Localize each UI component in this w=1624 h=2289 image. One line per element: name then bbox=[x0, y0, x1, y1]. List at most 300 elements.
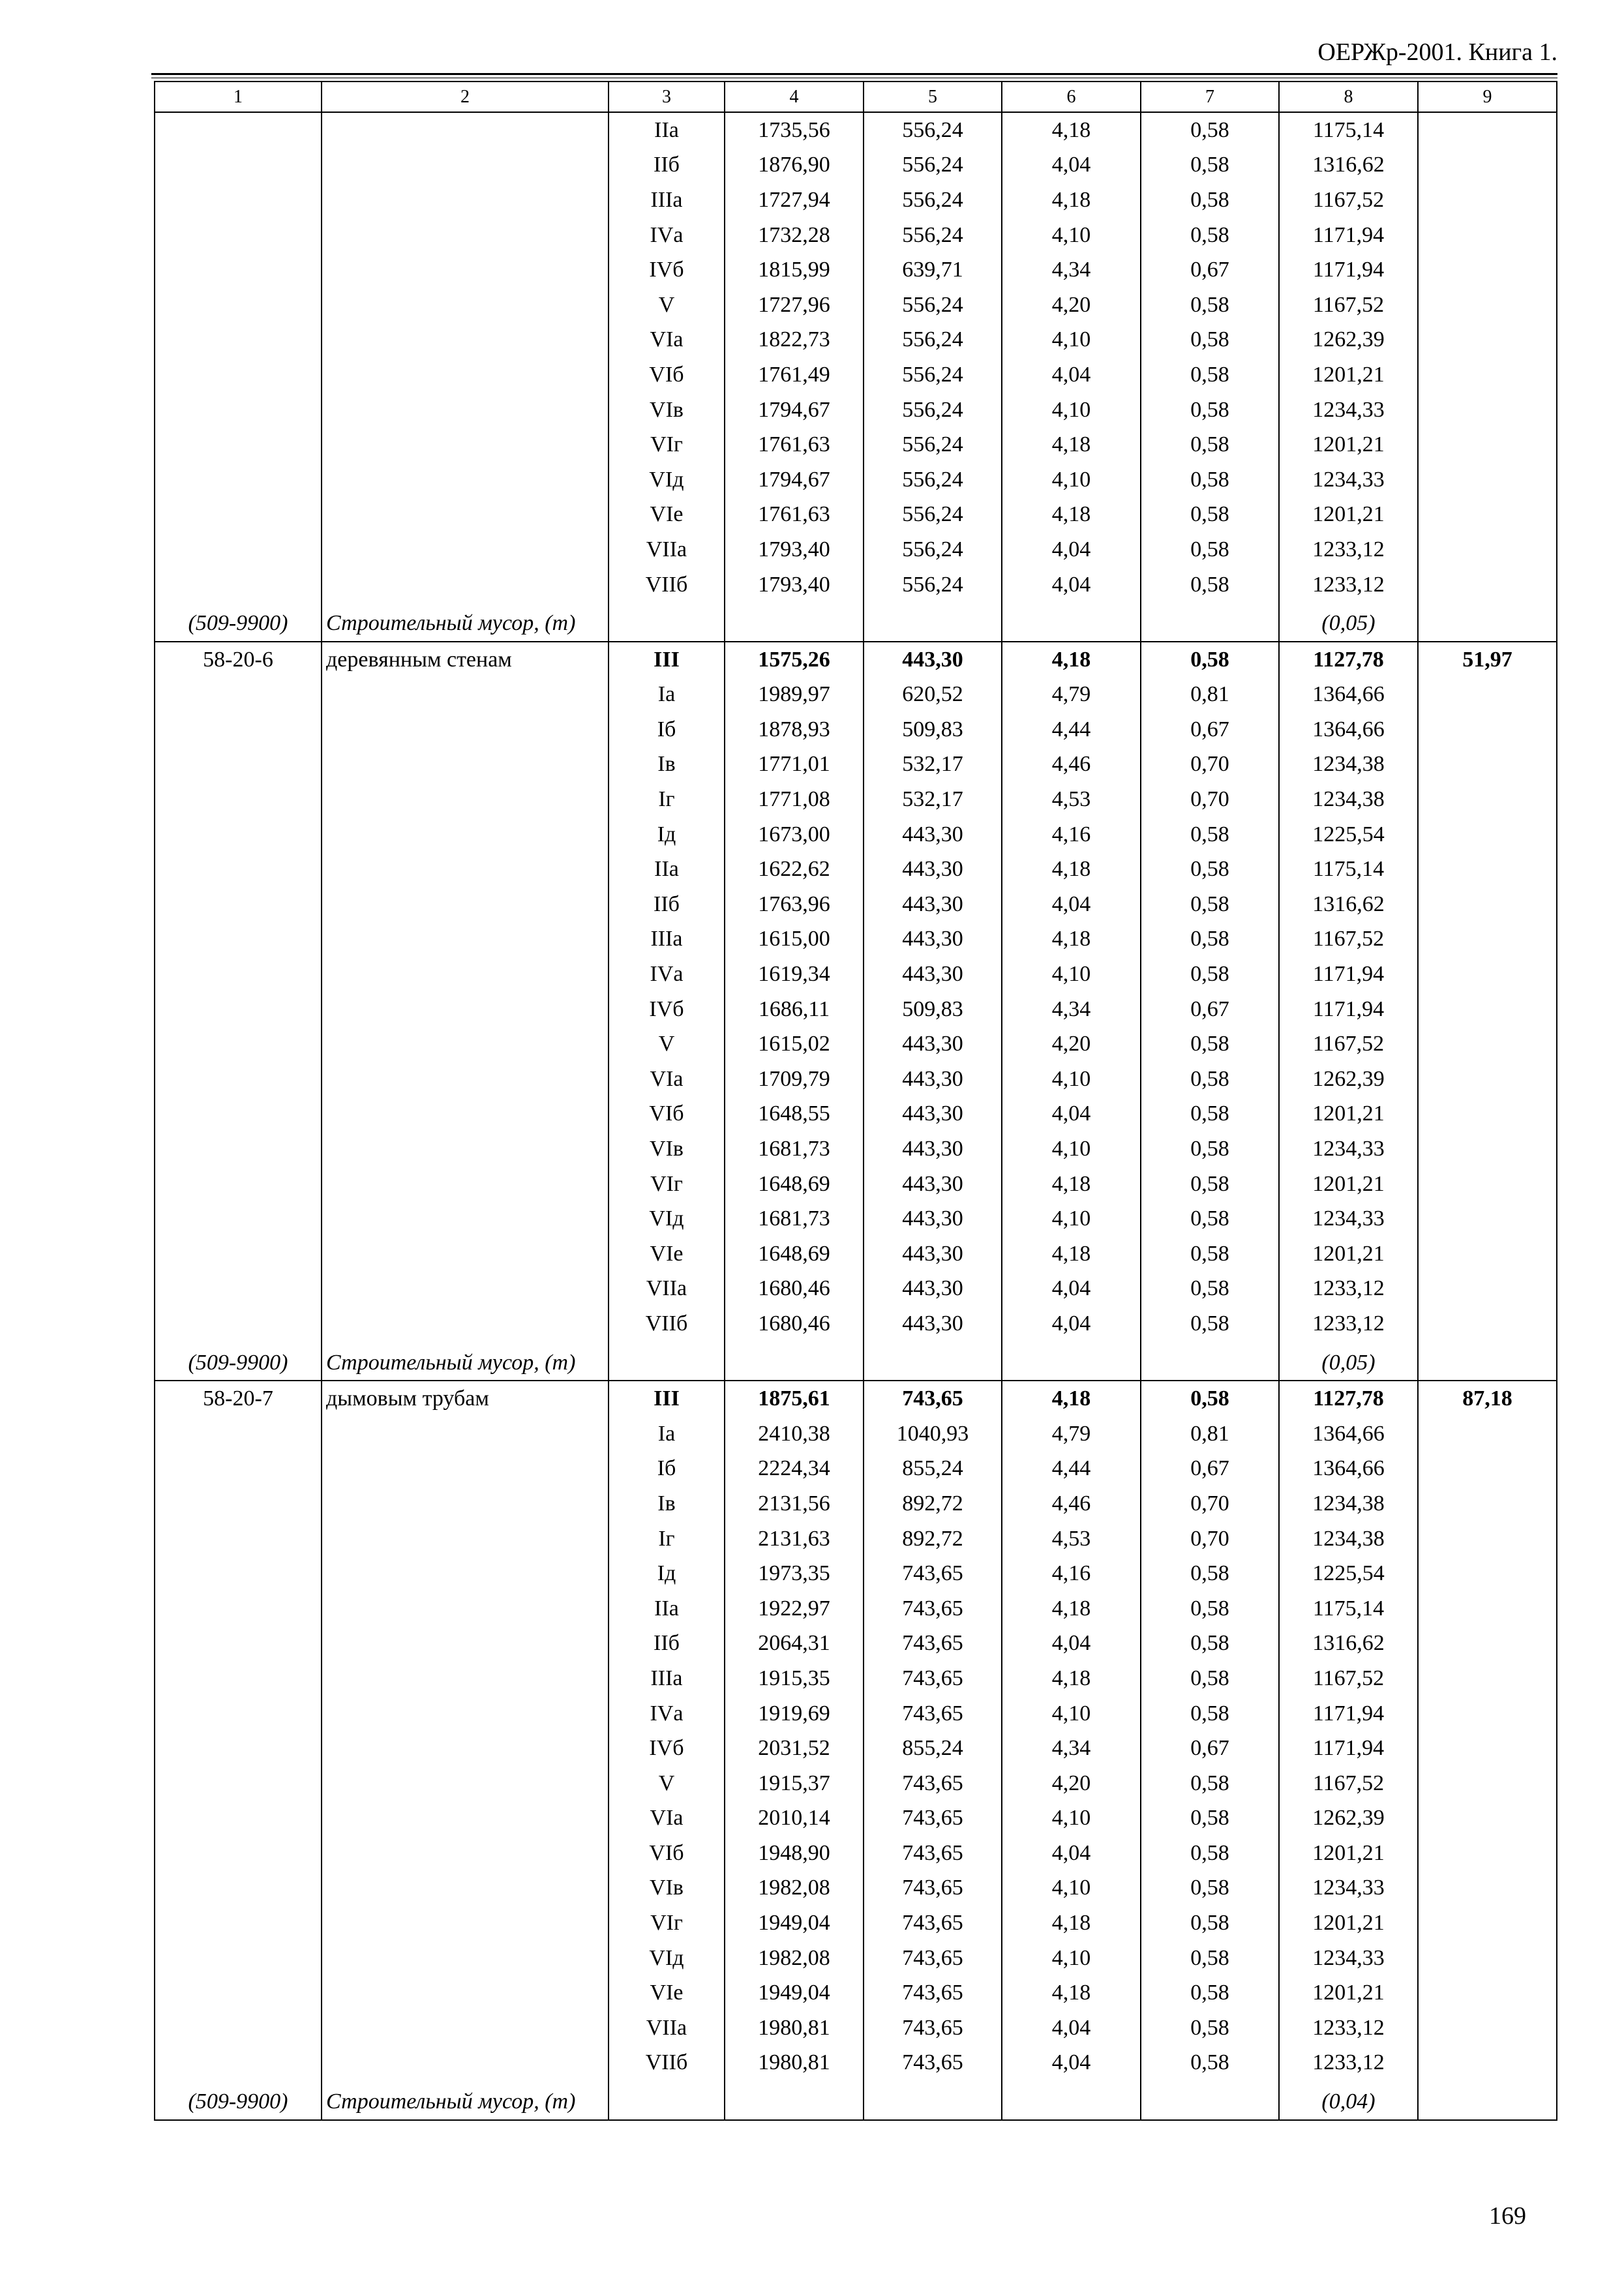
cell-value: 1763,96 bbox=[725, 887, 864, 922]
cell-code bbox=[155, 1131, 322, 1167]
cell-value: 0,58 bbox=[1141, 1167, 1279, 1202]
cell-empty bbox=[864, 2080, 1002, 2120]
cell-value: 1234,38 bbox=[1279, 747, 1418, 783]
cell-value: 743,65 bbox=[864, 1941, 1002, 1976]
cell-name bbox=[322, 957, 609, 992]
cell-col9 bbox=[1418, 1131, 1557, 1167]
cell-value: 4,46 bbox=[1002, 747, 1141, 783]
cell-value: 1771,08 bbox=[725, 782, 864, 817]
cell-name bbox=[322, 1097, 609, 1132]
cell-col9 bbox=[1418, 747, 1557, 783]
cell-value: 4,04 bbox=[1002, 887, 1141, 922]
cell-region: Iа bbox=[609, 1416, 725, 1452]
cell-value: 1201,21 bbox=[1279, 1236, 1418, 1272]
cell-region: IVб bbox=[609, 1731, 725, 1766]
cell-region: VIIа bbox=[609, 1272, 725, 1307]
cell-value: 1648,55 bbox=[725, 1097, 864, 1132]
cell-value: 0,58 bbox=[1141, 1975, 1279, 2011]
cell-value: 0,81 bbox=[1141, 1416, 1279, 1452]
cell-value: 0,67 bbox=[1141, 1452, 1279, 1487]
cell-value: 1793,40 bbox=[725, 532, 864, 567]
cell-col9 bbox=[1418, 887, 1557, 922]
table-row bbox=[155, 1416, 1557, 1452]
cell-region: VIг bbox=[609, 1906, 725, 1941]
cell-value: 0,81 bbox=[1141, 678, 1279, 713]
cell-name bbox=[322, 992, 609, 1027]
cell-value: 443,30 bbox=[864, 1062, 1002, 1097]
table-row bbox=[155, 782, 1557, 817]
table-body bbox=[155, 82, 1557, 2120]
cell-value: 0,58 bbox=[1141, 218, 1279, 253]
cell-name bbox=[322, 1556, 609, 1591]
cell-value: 556,24 bbox=[864, 148, 1002, 183]
cell-value: 1201,21 bbox=[1279, 427, 1418, 462]
cell-name bbox=[322, 462, 609, 498]
cell-region: VIд bbox=[609, 1941, 725, 1976]
cell-value: 0,58 bbox=[1141, 532, 1279, 567]
cell-value: 2131,56 bbox=[725, 1486, 864, 1521]
cell-region: IVб bbox=[609, 992, 725, 1027]
cell-value: 0,70 bbox=[1141, 747, 1279, 783]
column-number: 1 bbox=[155, 82, 322, 112]
cell-value: 4,10 bbox=[1002, 1941, 1141, 1976]
table-row bbox=[155, 1626, 1557, 1662]
cell-col9 bbox=[1418, 1486, 1557, 1521]
cell-value: 509,83 bbox=[864, 992, 1002, 1027]
cell-value: 4,04 bbox=[1002, 148, 1141, 183]
cell-empty bbox=[1002, 1341, 1141, 1381]
cell-value: 0,58 bbox=[1141, 288, 1279, 323]
cell-name bbox=[322, 1131, 609, 1167]
cell-region: VIа bbox=[609, 1062, 725, 1097]
cell-value: 0,58 bbox=[1141, 922, 1279, 957]
cell-note-value: (0,05) bbox=[1279, 602, 1418, 642]
cell-value: 4,53 bbox=[1002, 782, 1141, 817]
cell-region: V bbox=[609, 288, 725, 323]
column-number: 3 bbox=[609, 82, 725, 112]
cell-value: 1919,69 bbox=[725, 1696, 864, 1731]
cell-value: 0,58 bbox=[1141, 1626, 1279, 1662]
cell-region: IVб bbox=[609, 252, 725, 288]
cell-value: 0,67 bbox=[1141, 1731, 1279, 1766]
cell-region: VIд bbox=[609, 1201, 725, 1236]
table-row bbox=[155, 1452, 1557, 1487]
cell-col9 bbox=[1418, 712, 1557, 747]
cell-value: 1878,93 bbox=[725, 712, 864, 747]
column-number: 8 bbox=[1279, 82, 1418, 112]
table-row bbox=[155, 1906, 1557, 1941]
cell-name bbox=[322, 782, 609, 817]
cell-code bbox=[155, 747, 322, 783]
cell-value: 556,24 bbox=[864, 357, 1002, 393]
cell-value: 1167,52 bbox=[1279, 288, 1418, 323]
cell-region: V bbox=[609, 1026, 725, 1062]
table-row bbox=[155, 1486, 1557, 1521]
cell-col9: 87,18 bbox=[1418, 1381, 1557, 1416]
cell-value: 4,10 bbox=[1002, 1696, 1141, 1731]
cell-name bbox=[322, 218, 609, 253]
table-row bbox=[155, 2080, 1557, 2120]
cell-value: 2224,34 bbox=[725, 1452, 864, 1487]
cell-value: 4,18 bbox=[1002, 1906, 1141, 1941]
cell-empty bbox=[725, 602, 864, 642]
table-row bbox=[155, 1272, 1557, 1307]
cell-value: 1234,38 bbox=[1279, 1521, 1418, 1557]
cell-note-value: (0,04) bbox=[1279, 2080, 1418, 2120]
cell-value: 4,04 bbox=[1002, 2011, 1141, 2046]
cell-value: 892,72 bbox=[864, 1486, 1002, 1521]
table-row bbox=[155, 218, 1557, 253]
cell-region: Iв bbox=[609, 1486, 725, 1521]
cell-code bbox=[155, 1975, 322, 2011]
cell-value: 1234,33 bbox=[1279, 1871, 1418, 1906]
column-number: 5 bbox=[864, 82, 1002, 112]
cell-region: Iа bbox=[609, 678, 725, 713]
cell-value: 443,30 bbox=[864, 887, 1002, 922]
table-row bbox=[155, 393, 1557, 428]
cell-value: 4,79 bbox=[1002, 1416, 1141, 1452]
cell-value: 1225,54 bbox=[1279, 1556, 1418, 1591]
cell-empty bbox=[1418, 2080, 1557, 2120]
cell-value: 1915,37 bbox=[725, 1766, 864, 1801]
cell-region: VIе bbox=[609, 498, 725, 533]
cell-name bbox=[322, 1661, 609, 1696]
cell-region: VIг bbox=[609, 1167, 725, 1202]
cell-value: 556,24 bbox=[864, 427, 1002, 462]
cell-value: 0,58 bbox=[1141, 957, 1279, 992]
cell-code bbox=[155, 817, 322, 852]
cell-value: 4,10 bbox=[1002, 1201, 1141, 1236]
cell-value: 1167,52 bbox=[1279, 1661, 1418, 1696]
cell-name bbox=[322, 393, 609, 428]
cell-code bbox=[155, 323, 322, 358]
cell-region: Iб bbox=[609, 1452, 725, 1487]
cell-code bbox=[155, 1452, 322, 1487]
cell-col9: 51,97 bbox=[1418, 642, 1557, 678]
table-row bbox=[155, 1731, 1557, 1766]
cell-col9 bbox=[1418, 1236, 1557, 1272]
cell-empty bbox=[725, 1341, 864, 1381]
cell-value: 0,58 bbox=[1141, 1306, 1279, 1341]
table-row bbox=[155, 678, 1557, 713]
cell-value: 556,24 bbox=[864, 532, 1002, 567]
cell-name bbox=[322, 498, 609, 533]
cell-value: 1794,67 bbox=[725, 462, 864, 498]
cell-empty bbox=[1141, 2080, 1279, 2120]
cell-col9 bbox=[1418, 252, 1557, 288]
cell-value: 4,10 bbox=[1002, 1871, 1141, 1906]
cell-region: IVа bbox=[609, 957, 725, 992]
cell-region: VIе bbox=[609, 1975, 725, 2011]
cell-value: 743,65 bbox=[864, 1591, 1002, 1626]
cell-value: 443,30 bbox=[864, 922, 1002, 957]
cell-name bbox=[322, 1236, 609, 1272]
cell-value: 743,65 bbox=[864, 1801, 1002, 1836]
cell-code bbox=[155, 1272, 322, 1307]
table-row bbox=[155, 642, 1557, 678]
cell-empty bbox=[864, 602, 1002, 642]
cell-value: 743,65 bbox=[864, 1661, 1002, 1696]
cell-value: 556,24 bbox=[864, 323, 1002, 358]
cell-value: 1982,08 bbox=[725, 1871, 864, 1906]
cell-col9 bbox=[1418, 1062, 1557, 1097]
cell-region: Iд bbox=[609, 1556, 725, 1591]
cell-value: 0,58 bbox=[1141, 323, 1279, 358]
cell-value: 1980,81 bbox=[725, 2011, 864, 2046]
table-row bbox=[155, 712, 1557, 747]
cell-value: 0,58 bbox=[1141, 1836, 1279, 1871]
cell-region: VIб bbox=[609, 357, 725, 393]
cell-value: 1201,21 bbox=[1279, 1906, 1418, 1941]
cell-region: Iв bbox=[609, 747, 725, 783]
cell-value: 4,10 bbox=[1002, 323, 1141, 358]
cell-value: 4,04 bbox=[1002, 1097, 1141, 1132]
cell-col9 bbox=[1418, 1766, 1557, 1801]
header-rule-thick bbox=[151, 73, 1557, 75]
cell-value: 0,58 bbox=[1141, 1062, 1279, 1097]
cell-value: 1364,66 bbox=[1279, 712, 1418, 747]
cell-value: 1989,97 bbox=[725, 678, 864, 713]
cell-value: 1233,12 bbox=[1279, 2011, 1418, 2046]
cell-value: 2064,31 bbox=[725, 1626, 864, 1662]
cell-value: 4,10 bbox=[1002, 957, 1141, 992]
cell-code bbox=[155, 2046, 322, 2081]
cell-value: 4,34 bbox=[1002, 252, 1141, 288]
cell-value: 4,18 bbox=[1002, 498, 1141, 533]
cell-note-code: (509-9900) bbox=[155, 1341, 322, 1381]
cell-name bbox=[322, 1941, 609, 1976]
cell-col9 bbox=[1418, 218, 1557, 253]
cell-col9 bbox=[1418, 427, 1557, 462]
cell-value: 1201,21 bbox=[1279, 1836, 1418, 1871]
cell-value: 1175,14 bbox=[1279, 1591, 1418, 1626]
cell-value: 443,30 bbox=[864, 642, 1002, 678]
cell-value: 4,18 bbox=[1002, 427, 1141, 462]
table-row bbox=[155, 1766, 1557, 1801]
cell-value: 1234,38 bbox=[1279, 782, 1418, 817]
cell-col9 bbox=[1418, 782, 1557, 817]
cell-region: VIв bbox=[609, 1871, 725, 1906]
cell-value: 1681,73 bbox=[725, 1201, 864, 1236]
cell-name bbox=[322, 532, 609, 567]
cell-value: 0,58 bbox=[1141, 1201, 1279, 1236]
cell-value: 1794,67 bbox=[725, 393, 864, 428]
cell-region: IVа bbox=[609, 1696, 725, 1731]
table-row bbox=[155, 2011, 1557, 2046]
cell-region: IIа bbox=[609, 112, 725, 148]
cell-value: 0,58 bbox=[1141, 183, 1279, 218]
cell-code bbox=[155, 1801, 322, 1836]
cell-value: 1364,66 bbox=[1279, 678, 1418, 713]
cell-name bbox=[322, 887, 609, 922]
cell-code bbox=[155, 567, 322, 603]
cell-col9 bbox=[1418, 957, 1557, 992]
cell-value: 1233,12 bbox=[1279, 1306, 1418, 1341]
cell-value: 1980,81 bbox=[725, 2046, 864, 2081]
cell-name bbox=[322, 922, 609, 957]
cell-region: IVа bbox=[609, 218, 725, 253]
table-row bbox=[155, 1941, 1557, 1976]
cell-col9 bbox=[1418, 148, 1557, 183]
cell-value: 443,30 bbox=[864, 957, 1002, 992]
cell-code bbox=[155, 1306, 322, 1341]
cell-col9 bbox=[1418, 1661, 1557, 1696]
cell-value: 743,65 bbox=[864, 1556, 1002, 1591]
table-row bbox=[155, 183, 1557, 218]
cell-value: 0,70 bbox=[1141, 782, 1279, 817]
cell-name bbox=[322, 817, 609, 852]
table-row bbox=[155, 82, 1557, 112]
cell-col9 bbox=[1418, 1696, 1557, 1731]
cell-code: 58-20-6 bbox=[155, 642, 322, 678]
cell-code bbox=[155, 112, 322, 148]
table-row bbox=[155, 567, 1557, 603]
cell-value: 556,24 bbox=[864, 393, 1002, 428]
cell-name bbox=[322, 1306, 609, 1341]
cell-value: 2010,14 bbox=[725, 1801, 864, 1836]
cell-value: 1201,21 bbox=[1279, 498, 1418, 533]
cell-name bbox=[322, 747, 609, 783]
cell-value: 1316,62 bbox=[1279, 887, 1418, 922]
cell-value: 1948,90 bbox=[725, 1836, 864, 1871]
column-number: 6 bbox=[1002, 82, 1141, 112]
table-row bbox=[155, 288, 1557, 323]
cell-region: Iг bbox=[609, 1521, 725, 1557]
cell-name bbox=[322, 2046, 609, 2081]
cell-code bbox=[155, 1906, 322, 1941]
cell-name bbox=[322, 1062, 609, 1097]
cell-value: 1761,63 bbox=[725, 498, 864, 533]
cell-name bbox=[322, 712, 609, 747]
cell-code bbox=[155, 1201, 322, 1236]
cell-col9 bbox=[1418, 498, 1557, 533]
cell-code bbox=[155, 887, 322, 922]
cell-value: 1171,94 bbox=[1279, 992, 1418, 1027]
cell-value: 0,58 bbox=[1141, 148, 1279, 183]
table-row bbox=[155, 992, 1557, 1027]
table-row bbox=[155, 1556, 1557, 1591]
table-row bbox=[155, 1696, 1557, 1731]
cell-value: 4,53 bbox=[1002, 1521, 1141, 1557]
cell-region: IIIа bbox=[609, 1661, 725, 1696]
page-number: 169 bbox=[1489, 2202, 1526, 2230]
table-row bbox=[155, 1801, 1557, 1836]
cell-value: 556,24 bbox=[864, 112, 1002, 148]
cell-col9 bbox=[1418, 817, 1557, 852]
cell-value: 1167,52 bbox=[1279, 183, 1418, 218]
cell-value: 0,58 bbox=[1141, 2011, 1279, 2046]
cell-value: 0,58 bbox=[1141, 393, 1279, 428]
cell-code bbox=[155, 852, 322, 887]
cell-col9 bbox=[1418, 992, 1557, 1027]
cell-name bbox=[322, 252, 609, 288]
cell-value: 4,04 bbox=[1002, 1272, 1141, 1307]
cell-region: VIIб bbox=[609, 2046, 725, 2081]
cell-code bbox=[155, 1097, 322, 1132]
cell-value: 4,04 bbox=[1002, 1626, 1141, 1662]
cell-value: 532,17 bbox=[864, 782, 1002, 817]
cell-value: 556,24 bbox=[864, 288, 1002, 323]
table-row bbox=[155, 852, 1557, 887]
cell-value: 4,18 bbox=[1002, 642, 1141, 678]
cell-code bbox=[155, 288, 322, 323]
cell-value: 4,04 bbox=[1002, 357, 1141, 393]
cell-col9 bbox=[1418, 1871, 1557, 1906]
cell-code bbox=[155, 1626, 322, 1662]
cell-col9 bbox=[1418, 1906, 1557, 1941]
cell-value: 1040,93 bbox=[864, 1416, 1002, 1452]
cell-code bbox=[155, 1416, 322, 1452]
table-row bbox=[155, 2046, 1557, 2081]
cell-col9 bbox=[1418, 2011, 1557, 2046]
cell-value: 1127,78 bbox=[1279, 1381, 1418, 1416]
cell-value: 1234,33 bbox=[1279, 393, 1418, 428]
cell-col9 bbox=[1418, 288, 1557, 323]
cell-value: 0,58 bbox=[1141, 462, 1279, 498]
cell-value: 1949,04 bbox=[725, 1975, 864, 2011]
cell-region: IIб bbox=[609, 1626, 725, 1662]
page-header-title: ОЕРЖр-2001. Книга 1. bbox=[1317, 38, 1557, 66]
cell-value: 0,58 bbox=[1141, 1131, 1279, 1167]
cell-col9 bbox=[1418, 1941, 1557, 1976]
table-row bbox=[155, 602, 1557, 642]
cell-value: 1648,69 bbox=[725, 1236, 864, 1272]
table-row bbox=[155, 887, 1557, 922]
cell-region: VIд bbox=[609, 462, 725, 498]
cell-value: 4,18 bbox=[1002, 1661, 1141, 1696]
cell-col9 bbox=[1418, 1201, 1557, 1236]
cell-value: 1234,33 bbox=[1279, 462, 1418, 498]
cell-value: 1171,94 bbox=[1279, 218, 1418, 253]
cell-value: 1171,94 bbox=[1279, 252, 1418, 288]
cell-code bbox=[155, 1731, 322, 1766]
cell-value: 0,67 bbox=[1141, 712, 1279, 747]
cell-value: 0,58 bbox=[1141, 112, 1279, 148]
cell-value: 2131,63 bbox=[725, 1521, 864, 1557]
table-row bbox=[155, 1201, 1557, 1236]
cell-value: 4,04 bbox=[1002, 532, 1141, 567]
cell-value: 1615,00 bbox=[725, 922, 864, 957]
cell-value: 509,83 bbox=[864, 712, 1002, 747]
cell-code bbox=[155, 1591, 322, 1626]
cell-value: 2410,38 bbox=[725, 1416, 864, 1452]
cell-value: 4,04 bbox=[1002, 567, 1141, 603]
cell-code bbox=[155, 532, 322, 567]
table-row bbox=[155, 747, 1557, 783]
cell-value: 443,30 bbox=[864, 1026, 1002, 1062]
cell-value: 0,58 bbox=[1141, 642, 1279, 678]
cell-name bbox=[322, 357, 609, 393]
cell-value: 4,18 bbox=[1002, 1975, 1141, 2011]
cell-value: 620,52 bbox=[864, 678, 1002, 713]
cell-empty bbox=[609, 602, 725, 642]
cell-name bbox=[322, 1731, 609, 1766]
cell-value: 4,34 bbox=[1002, 992, 1141, 1027]
cell-value: 1875,61 bbox=[725, 1381, 864, 1416]
cell-value: 1234,33 bbox=[1279, 1941, 1418, 1976]
cell-col9 bbox=[1418, 1306, 1557, 1341]
cell-value: 2031,52 bbox=[725, 1731, 864, 1766]
cell-region: IIIа bbox=[609, 183, 725, 218]
cell-empty bbox=[864, 1341, 1002, 1381]
cell-name bbox=[322, 1766, 609, 1801]
table-row bbox=[155, 922, 1557, 957]
cell-col9 bbox=[1418, 1452, 1557, 1487]
cell-value: 1233,12 bbox=[1279, 567, 1418, 603]
cell-value: 4,18 bbox=[1002, 1381, 1141, 1416]
cell-col9 bbox=[1418, 1801, 1557, 1836]
cell-name bbox=[322, 148, 609, 183]
